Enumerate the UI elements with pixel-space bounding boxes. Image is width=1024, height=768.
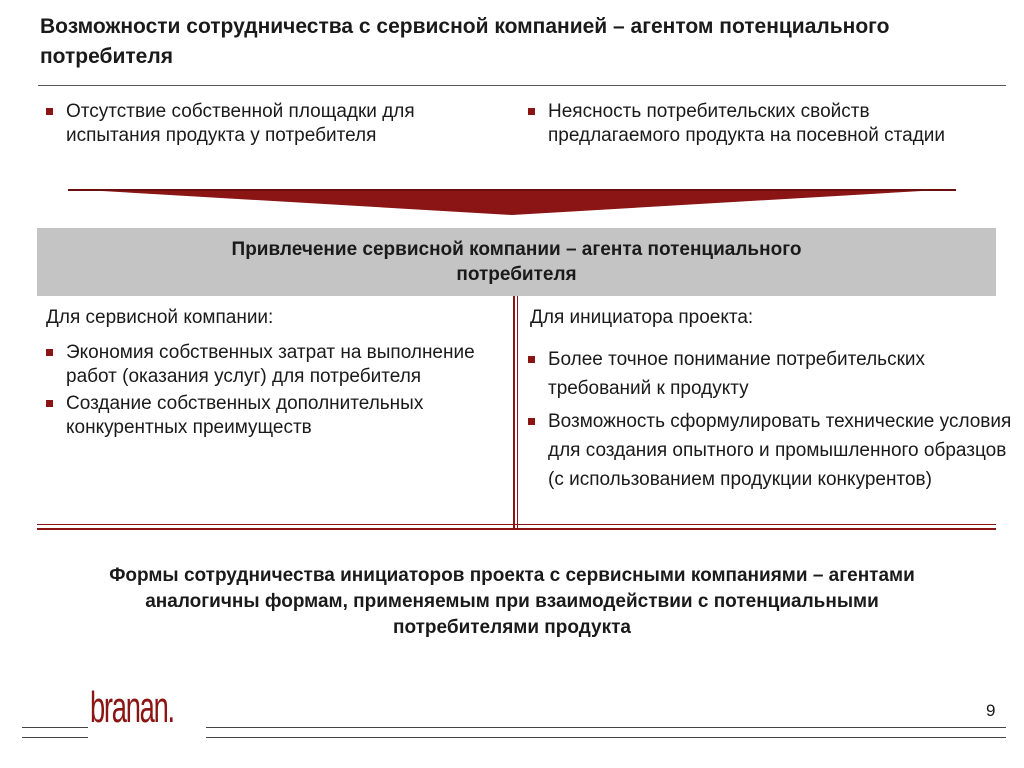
bullet-square-icon	[46, 108, 53, 115]
bullet-text: Экономия собственных затрат на выполнение работ (оказания услуг) для потребителя	[66, 342, 475, 387]
bullet-text: Создание собственных дополнительных конкурентных преимуществ	[66, 393, 424, 438]
column-divider	[513, 296, 515, 528]
top-left-bullets	[40, 100, 510, 154]
down-arrow-icon	[68, 186, 956, 216]
banner-text	[37, 237, 996, 287]
conclusion-text: Формы сотрудничества инициаторов проекта с сервисными компаниями – агентами аналогичны формам, применяемым при взаимодействии с потенциальными потребителями продукта	[109, 565, 915, 638]
column-divider	[517, 296, 518, 528]
list-item	[40, 341, 510, 389]
list-item	[522, 100, 972, 148]
title-divider	[38, 85, 1006, 86]
bullet-square-icon	[46, 400, 53, 407]
table-bottom-rule	[37, 524, 996, 525]
bullet-square-icon	[528, 108, 535, 115]
footer-rule	[206, 727, 1006, 728]
bullet-text: Неясность потребительских свойств предлагаемого продукта на посевной стадии	[548, 101, 946, 146]
footer-rule	[22, 727, 88, 728]
list-item	[40, 100, 510, 148]
banner	[37, 228, 996, 296]
list-item	[522, 407, 1022, 494]
left-column-heading: Для сервисной компании:	[46, 307, 274, 328]
banner-line-1: Привлечение сервисной компании – агента потенциального	[231, 239, 802, 260]
slide-title: Возможности сотрудничества с сервисной компанией – агентом потенциального потребителя	[40, 15, 890, 68]
list-item	[522, 345, 1022, 403]
table-bottom-rule	[37, 528, 996, 530]
top-right-bullets	[522, 100, 972, 154]
footer-rule	[206, 737, 1006, 738]
bullet-text: Отсутствие собственной площадки для испытания продукта у потребителя	[66, 101, 415, 146]
bullet-square-icon	[46, 349, 53, 356]
right-column-bullets	[522, 345, 1022, 498]
page-number: 9	[986, 701, 996, 720]
bullet-square-icon	[528, 356, 535, 363]
footer-rule	[22, 737, 88, 738]
right-column-heading: Для инициатора проекта:	[530, 307, 754, 328]
bullet-square-icon	[528, 418, 535, 425]
bullet-text: Возможность сформулировать технические условия для создания опытного и промышленного образцов (с использованием продукции конкурентов)	[548, 411, 1012, 490]
list-item	[40, 392, 510, 440]
left-column-bullets	[40, 341, 510, 446]
banner-line-2: потребителя	[456, 264, 577, 285]
brand-logo: branan.	[90, 683, 174, 732]
bullet-text: Более точное понимание потребительских требований к продукту	[548, 349, 925, 399]
